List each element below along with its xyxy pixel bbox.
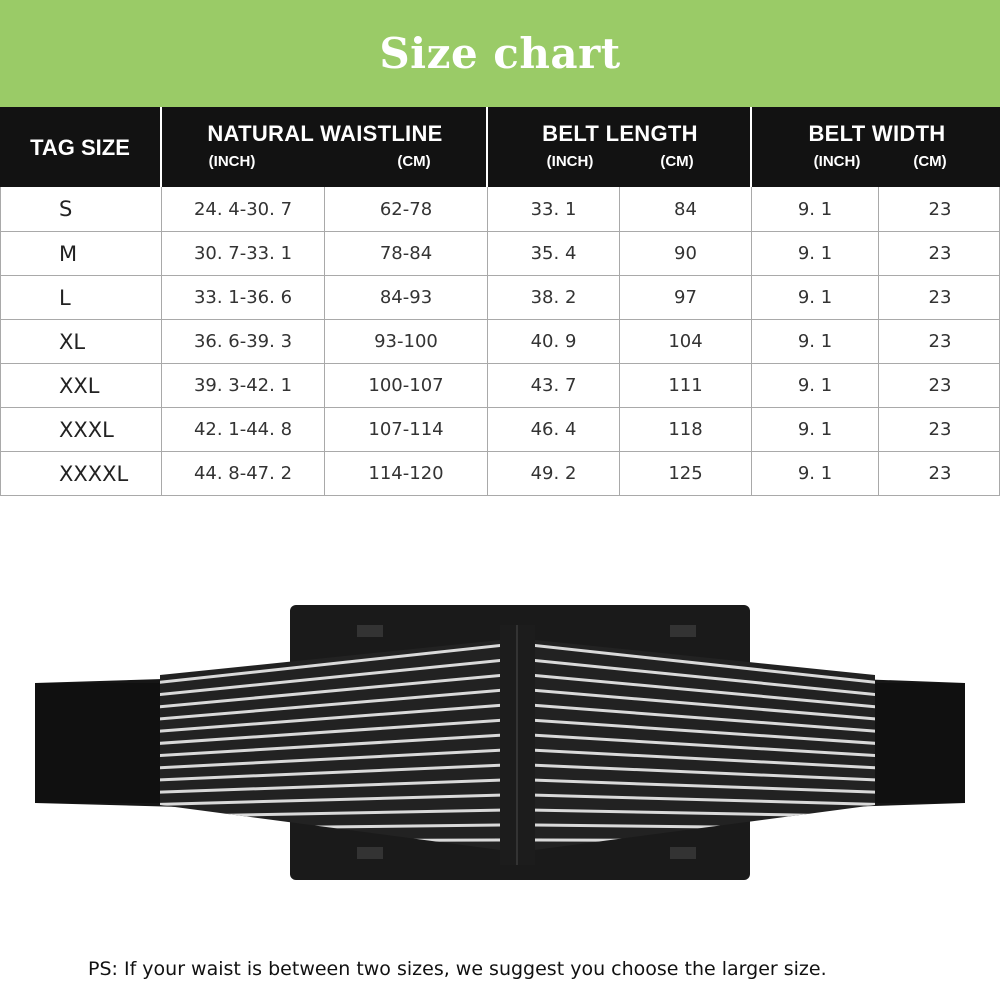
header-belt-width-cm: (CM) bbox=[913, 153, 947, 170]
cell-waist-inch: 42. 1-44. 8 bbox=[161, 408, 324, 451]
belt-illustration bbox=[35, 605, 965, 880]
cell-tag-size: XXXL bbox=[59, 417, 114, 442]
cell-waist-inch: 30. 7-33. 1 bbox=[161, 232, 324, 275]
cell-waist-inch: 24. 4-30. 7 bbox=[161, 187, 324, 231]
cell-width-cm: 23 bbox=[878, 187, 1000, 231]
cell-waist-cm: 62-78 bbox=[324, 187, 487, 231]
cell-length-inch: 35. 4 bbox=[487, 232, 619, 275]
cell-tag-size: S bbox=[59, 197, 73, 221]
header-tag-size-label: TAG SIZE bbox=[30, 135, 130, 160]
header-tag-size bbox=[0, 107, 160, 187]
header-waistline-cm: (CM) bbox=[397, 153, 431, 170]
table-row bbox=[0, 232, 1000, 276]
cell-width-inch: 9. 1 bbox=[751, 452, 878, 495]
cell-waist-inch: 39. 3-42. 1 bbox=[161, 364, 324, 407]
cell-length-cm: 104 bbox=[619, 320, 751, 363]
cell-waist-cm: 114-120 bbox=[324, 452, 487, 495]
cell-width-inch: 9. 1 bbox=[751, 276, 878, 319]
cell-length-inch: 40. 9 bbox=[487, 320, 619, 363]
table-row bbox=[0, 276, 1000, 320]
header-belt-length-title: BELT LENGTH bbox=[542, 121, 698, 146]
cell-width-inch: 9. 1 bbox=[751, 232, 878, 275]
cell-waist-inch: 44. 8-47. 2 bbox=[161, 452, 324, 495]
table-row bbox=[0, 320, 1000, 364]
cell-width-inch: 9. 1 bbox=[751, 187, 878, 231]
header-waistline bbox=[160, 107, 488, 187]
cell-width-cm: 23 bbox=[878, 320, 1000, 363]
cell-length-cm: 90 bbox=[619, 232, 751, 275]
header-belt-width-inch: (INCH) bbox=[813, 153, 861, 170]
cell-waist-cm: 78-84 bbox=[324, 232, 487, 275]
cell-tag-size: L bbox=[59, 285, 71, 310]
header-belt-length-cm: (CM) bbox=[660, 153, 694, 170]
table-row bbox=[0, 452, 1000, 496]
cell-width-cm: 23 bbox=[878, 452, 1000, 495]
table-row bbox=[0, 408, 1000, 452]
cell-length-cm: 84 bbox=[619, 187, 751, 231]
cell-tag-size: XXL bbox=[59, 373, 100, 398]
table-row bbox=[0, 187, 1000, 232]
back-support-belt-image bbox=[35, 605, 965, 880]
page-title: Size chart bbox=[379, 29, 621, 78]
cell-waist-cm: 84-93 bbox=[324, 276, 487, 319]
header-belt-length bbox=[486, 107, 752, 187]
header-waistline-title: NATURAL WAISTLINE bbox=[207, 121, 443, 146]
cell-length-inch: 33. 1 bbox=[487, 187, 619, 231]
table-row bbox=[0, 364, 1000, 408]
cell-width-cm: 23 bbox=[878, 408, 1000, 451]
cell-length-inch: 43. 7 bbox=[487, 364, 619, 407]
cell-width-inch: 9. 1 bbox=[751, 364, 878, 407]
table-header bbox=[0, 107, 1000, 187]
cell-width-inch: 9. 1 bbox=[751, 408, 878, 451]
sizing-note: PS: If your waist is between two sizes, we suggest you choose the larger size. bbox=[88, 958, 827, 980]
cell-waist-cm: 107-114 bbox=[324, 408, 487, 451]
cell-length-inch: 46. 4 bbox=[487, 408, 619, 451]
cell-waist-inch: 36. 6-39. 3 bbox=[161, 320, 324, 363]
cell-length-cm: 97 bbox=[619, 276, 751, 319]
cell-tag-size: XL bbox=[59, 329, 86, 354]
cell-waist-inch: 33. 1-36. 6 bbox=[161, 276, 324, 319]
header-belt-length-inch: (INCH) bbox=[546, 153, 594, 170]
cell-width-cm: 23 bbox=[878, 276, 1000, 319]
header-waistline-inch: (INCH) bbox=[208, 153, 256, 170]
cell-length-cm: 111 bbox=[619, 364, 751, 407]
cell-width-inch: 9. 1 bbox=[751, 320, 878, 363]
cell-waist-cm: 100-107 bbox=[324, 364, 487, 407]
cell-width-cm: 23 bbox=[878, 232, 1000, 275]
cell-waist-cm: 93-100 bbox=[324, 320, 487, 363]
size-chart-banner bbox=[0, 0, 1000, 107]
header-belt-width-title: BELT WIDTH bbox=[808, 121, 946, 146]
cell-length-inch: 49. 2 bbox=[487, 452, 619, 495]
size-table-body bbox=[0, 187, 1000, 496]
cell-length-cm: 125 bbox=[619, 452, 751, 495]
cell-length-inch: 38. 2 bbox=[487, 276, 619, 319]
header-belt-width bbox=[750, 107, 1000, 187]
cell-width-cm: 23 bbox=[878, 364, 1000, 407]
cell-tag-size: XXXXL bbox=[59, 461, 129, 486]
cell-length-cm: 118 bbox=[619, 408, 751, 451]
cell-tag-size: M bbox=[59, 241, 78, 266]
